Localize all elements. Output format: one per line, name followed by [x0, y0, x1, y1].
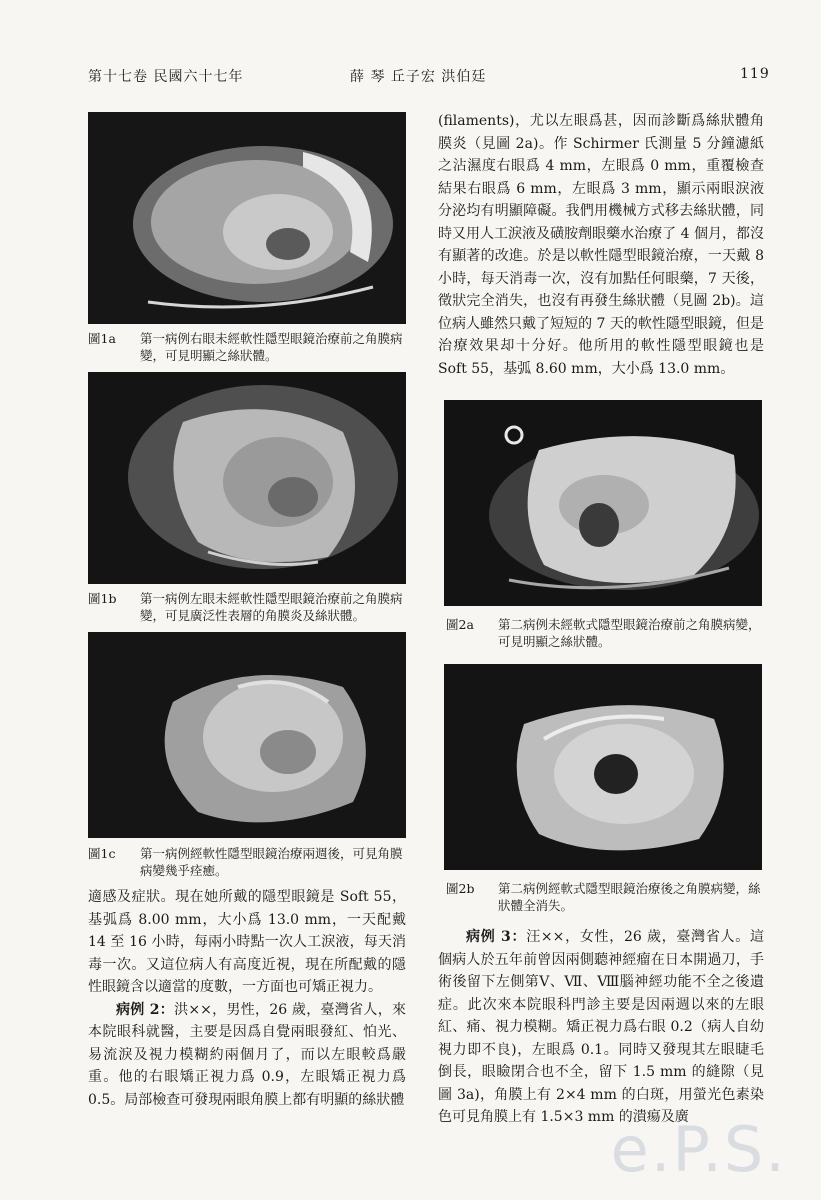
journal-volume: 第十七卷 民國六十七年 [88, 69, 244, 85]
figure-1b-image [88, 372, 406, 584]
case-heading: 病例 2： [116, 1001, 175, 1018]
case-2-paragraph [88, 999, 406, 1112]
caption-text: 第一病例左眼未經軟性隱型眼鏡治療前之角膜病變，可見廣泛性表層的角膜炎及絲狀體。 [140, 591, 403, 623]
eye-photo-2b [444, 664, 762, 870]
case-text: 洪××，男性，26 歲，臺灣省人，來本院眼科就醫，主要是因爲自覺兩眼發紅、怕光、易流淚及視力模糊約兩個月了，而以左眼較爲嚴重。他的右眼矯正視力爲 0.9，左眼矯正視力爲 0.5。局部檢查可發現兩眼角膜上都有明顯的絲狀體 [88, 1001, 406, 1108]
caption-text: 第一病例經軟性隱型眼鏡治療兩週後，可見角膜病變幾乎痊癒。 [140, 846, 403, 878]
figure-label: 圖2b [446, 881, 475, 896]
case-text: 汪××，女性，26 歲，臺灣省人。這個病人於五年前曾因兩側聽神經瘤在日本開過刀，手術後留下左側第Ⅴ、Ⅶ、Ⅷ腦神經功能不全之後遺症。此次來本院眼科門診主要是因兩週以來的左眼紅、痛、視力模糊。矯正視力爲右眼 0.2（病人自幼視力即不良)，左眼爲 0.1。同時又發現其左眼睫毛倒長，眼瞼閉合也不全，留下 1.5 mm 的縫隙（見圖 3a)，角膜上有 2×4 mm 的白斑，用螢光色素染色可見角膜上有 1.5×3 mm 的潰瘍及廣 [438, 929, 764, 1125]
eye-photo-1c [88, 632, 406, 838]
caption-text: 第一病例右眼未經軟性隱型眼鏡治療前之角膜病變，可見明顯之絲狀體。 [140, 331, 403, 363]
figure-label: 圖1c [88, 846, 116, 861]
publisher-watermark: e.P.S. [610, 1113, 787, 1186]
left-column-text [88, 886, 406, 1148]
paragraph: (filaments)，尤以左眼爲甚，因而診斷爲絲狀體角膜炎（見圖 2a)。作 Schirmer 氏測量 5 分鐘濾紙之沾濕度右眼爲 4 mm，左眼爲 0 mm，重覆檢查結果右眼爲 6 mm，左眼爲 3 mm，顯示兩眼淚液分泌均有明顯障礙。我們用機械方式移去絲狀體，同時又用人工淚液及磺胺劑眼藥水治療了 4 個月，都沒有顯著的改進。於是以軟性隱型眼鏡治療，一天戴 8 小時，每天消毒一次，沒有加點任何眼藥，7 天後，徵狀完全消失，也沒有再發生絲狀體（見圖 2b)。這位病人雖然只戴了短短的 7 天的軟性隱型眼鏡，但是治療效果却十分好。他所用的軟性隱型眼鏡也是 Soft 55，基弧 8.60 mm，大小爲 13.0 mm。 [438, 113, 764, 377]
figure-1a-image [88, 112, 406, 324]
eye-photo-1a [88, 112, 406, 324]
author-names: 薛 琴 丘子宏 洪伯廷 [350, 69, 487, 85]
figure-1a-caption [88, 330, 408, 370]
eye-photo-1b [88, 372, 406, 584]
paragraph: 適感及症狀。現在她所戴的隱型眼鏡是 Soft 55，基弧爲 8.00 mm，大小爲 13.0 mm，一天配戴 14 至 16 小時，每兩小時點一次人工淚液，每天消毒一次。又這位病人有高度近視，現在所配戴的隱性眼鏡含以適當的度數，一方面也可矯正視力。 [88, 889, 406, 995]
figure-2b-caption [446, 880, 766, 920]
figure-2a-image [444, 400, 762, 606]
figure-1b-caption [88, 590, 408, 630]
figure-1c-caption [88, 845, 408, 885]
caption-text: 第二病例經軟式隱型眼鏡治療後之角膜病變，絲狀體全消失。 [498, 881, 761, 913]
eye-photo-2a [444, 400, 762, 606]
figure-2b-image [444, 664, 762, 870]
case-heading: 病例 3： [466, 929, 527, 945]
figure-label: 圖2a [446, 617, 474, 632]
right-column-text [438, 110, 764, 395]
case-3-paragraph [438, 926, 764, 1129]
figure-label: 圖1b [88, 591, 117, 606]
caption-text: 第二病例未經軟式隱型眼鏡治療前之角膜病變，可見明顯之絲狀體。 [498, 617, 761, 649]
figure-2a-caption [446, 616, 766, 656]
page-number: 119 [740, 66, 770, 82]
figure-1c-image [88, 632, 406, 838]
figure-label: 圖1a [88, 331, 116, 346]
